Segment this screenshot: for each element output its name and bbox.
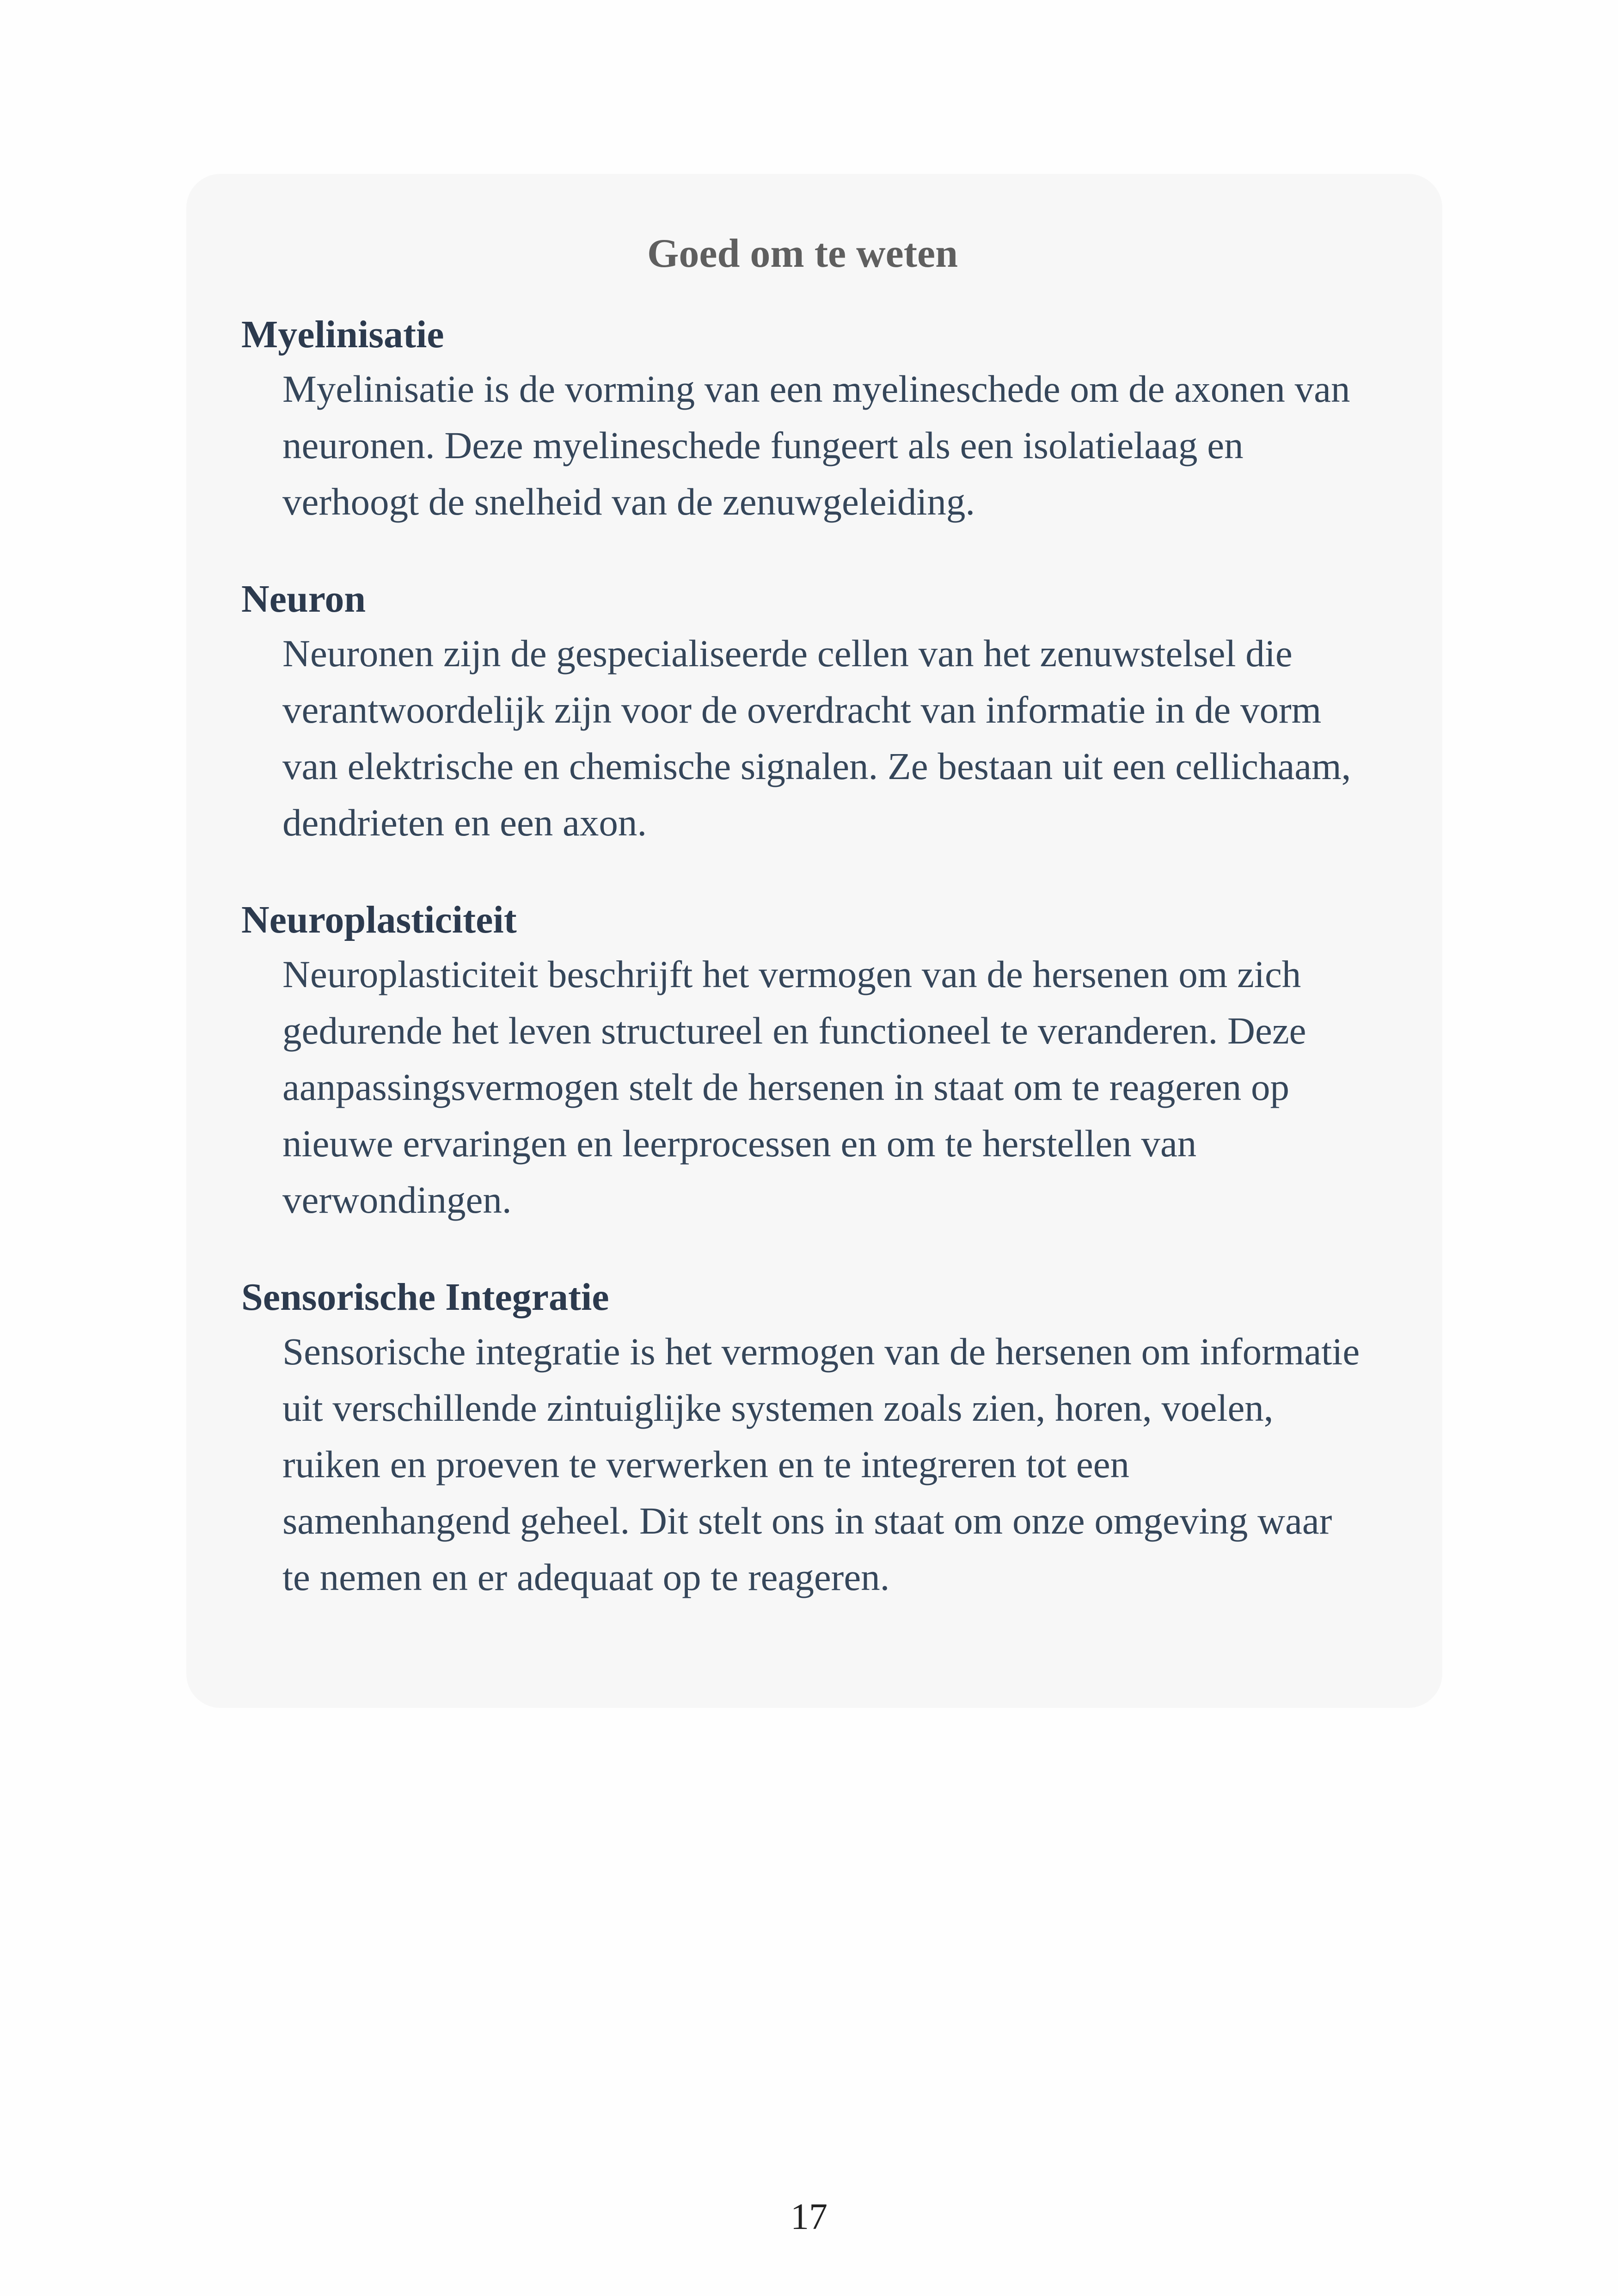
term-definition: Myelinisatie is de vorming van een myelineschede om de axonen van neuronen. Deze myelineschede fungeert als een isolatielaag en verhoogt de snelheid van de zenuwgeleiding. — [282, 368, 1350, 523]
term-definition: Sensorische integratie is het vermogen van de hersenen om informatie uit verschillende zintuiglijke systemen zoals zien, horen, voelen, ruiken en proeven te verwerken en te integreren tot een samenhangend geheel. Dit stelt ons in staat om onze omgeving waar te nemen en er adequaat op te reageren. — [282, 1330, 1360, 1598]
term-definition: Neuronen zijn de gespecialiseerde cellen van het zenuwstelsel die verantwoordelijk zijn voor de overdracht van informatie in de vorm van elektrische en chemische signalen. Ze bestaan uit een cellichaam, dendrieten en een axon. — [282, 632, 1351, 844]
term-sensorische-integratie — [241, 1273, 1364, 1605]
term-name: Sensorische Integratie — [241, 1276, 609, 1319]
term-name: Myelinisatie — [241, 313, 444, 356]
term-definition: Neuroplasticiteit beschrijft het vermogen van de hersenen om zich gedurende het leven structureel en functioneel te veranderen. Deze aanpassingsvermogen stelt de hersenen in staat om te reageren op nieuwe ervaringen en leerprocessen en om te herstellen van verwondingen. — [282, 953, 1306, 1221]
term-myelinisatie — [241, 311, 1364, 530]
term-name: Neuroplasticiteit — [241, 898, 517, 941]
term-neuroplasticiteit — [241, 896, 1364, 1228]
term-neuron — [241, 575, 1364, 851]
term-name: Neuron — [241, 577, 366, 620]
info-box-title: Goed om te weten — [647, 231, 958, 276]
page-number: 17 — [791, 2197, 827, 2237]
info-box — [186, 174, 1442, 1708]
